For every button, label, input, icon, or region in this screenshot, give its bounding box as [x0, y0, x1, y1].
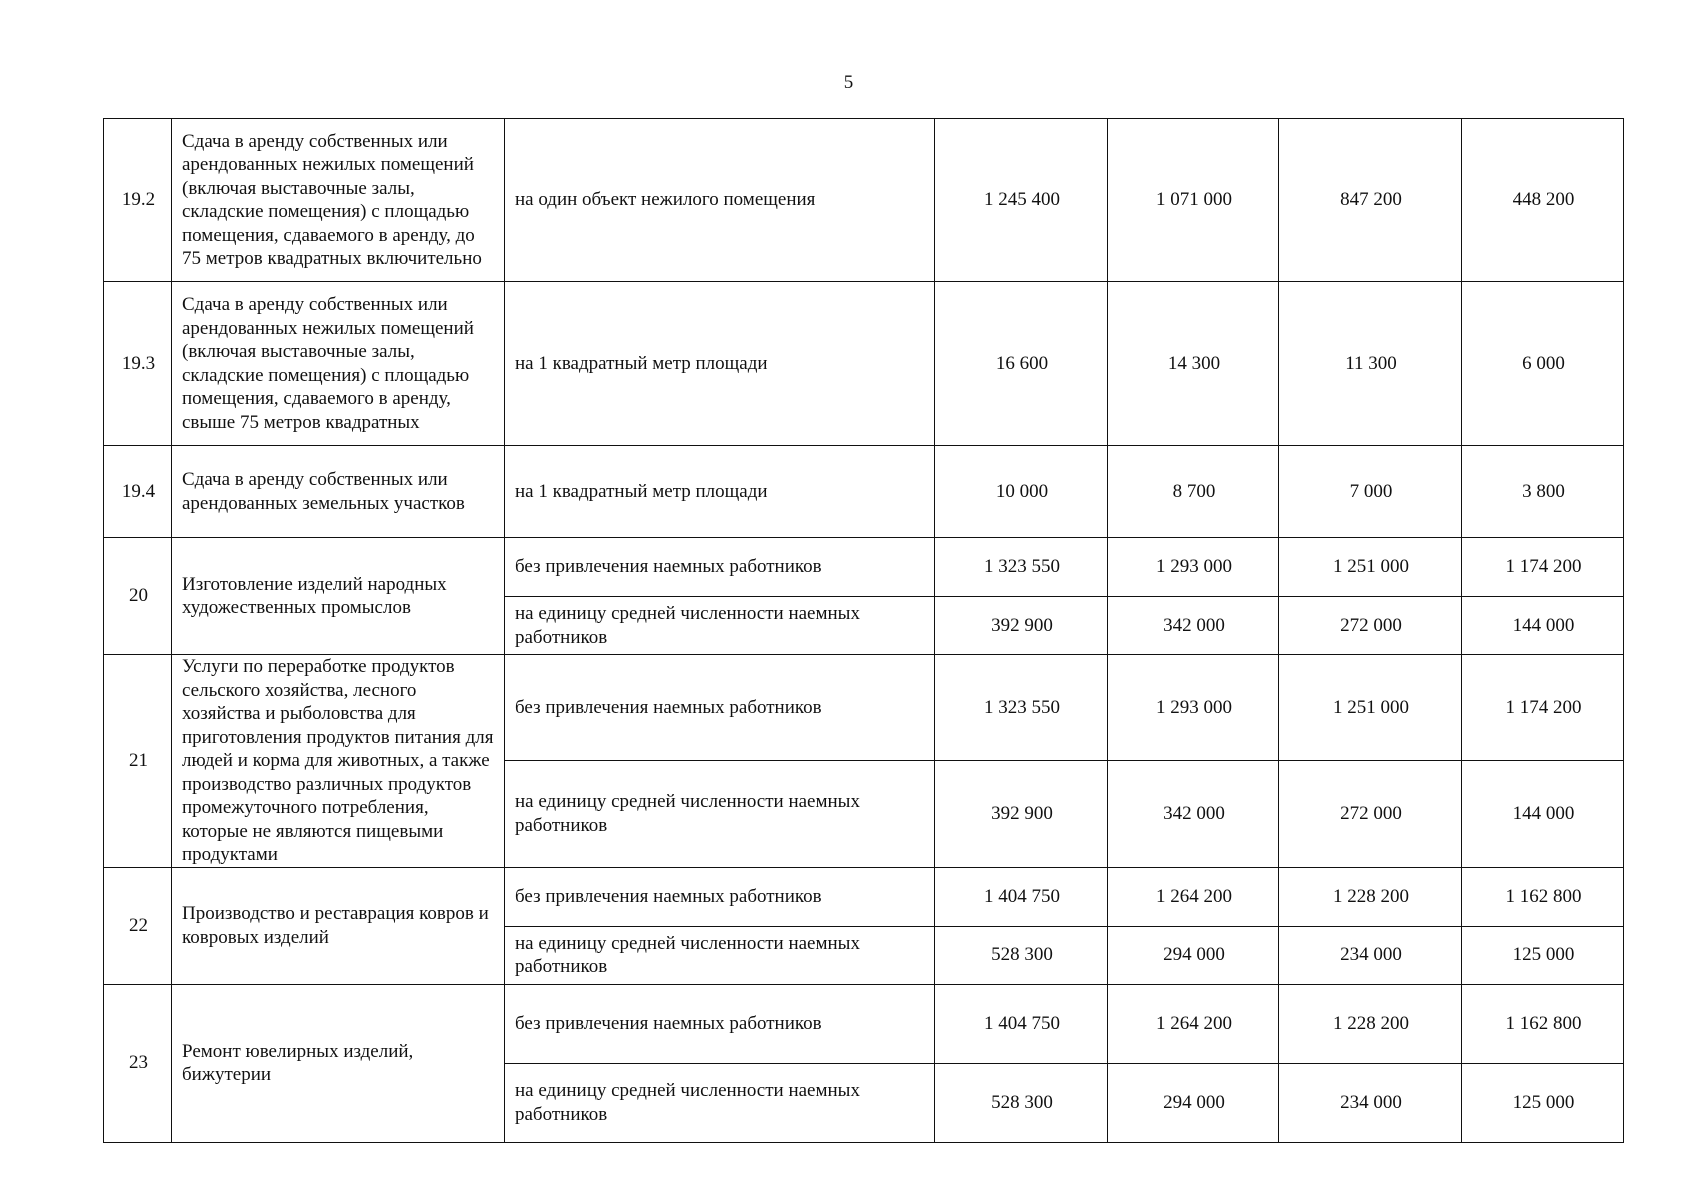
value-cell: 392 900 [935, 597, 1108, 655]
value-cell: 1 251 000 [1279, 655, 1462, 761]
value-cell: 1 174 200 [1462, 538, 1624, 597]
activity-description: Сдача в аренду собственных или арендованных нежилых помещений (включая выставочные залы, складские помещения) с площадью помещения, сдаваемого в аренду, до 75 метров квадратных включительно [172, 119, 505, 282]
value-cell: 272 000 [1279, 761, 1462, 867]
value-cell: 272 000 [1279, 597, 1462, 655]
value-cell: 11 300 [1279, 282, 1462, 446]
value-cell: 1 245 400 [935, 119, 1108, 282]
value-cell: 342 000 [1108, 761, 1279, 867]
value-cell: 1 293 000 [1108, 655, 1279, 761]
value-cell: 7 000 [1279, 446, 1462, 538]
value-cell: 1 228 200 [1279, 984, 1462, 1063]
value-cell: 1 174 200 [1462, 655, 1624, 761]
table-row [104, 282, 1624, 446]
page-number: 5 [843, 72, 854, 93]
table-row [104, 119, 1624, 282]
value-cell: 448 200 [1462, 119, 1624, 282]
value-cell: 1 404 750 [935, 867, 1108, 926]
unit-description: без привлечения наемных работников [505, 538, 935, 597]
unit-description: на единицу средней численности наемных работников [505, 1063, 935, 1142]
value-cell: 1 264 200 [1108, 867, 1279, 926]
row-number: 19.3 [104, 282, 172, 446]
value-cell: 10 000 [935, 446, 1108, 538]
row-number: 21 [104, 655, 172, 868]
value-cell: 1 264 200 [1108, 984, 1279, 1063]
value-cell: 1 404 750 [935, 984, 1108, 1063]
tax-rates-table [103, 118, 1624, 1143]
unit-description: без привлечения наемных работников [505, 655, 935, 761]
activity-description: Ремонт ювелирных изделий, бижутерии [172, 984, 505, 1142]
value-cell: 1 323 550 [935, 655, 1108, 761]
value-cell: 1 251 000 [1279, 538, 1462, 597]
unit-description: на единицу средней численности наемных работников [505, 926, 935, 984]
value-cell: 392 900 [935, 761, 1108, 867]
table-row [104, 655, 1624, 761]
unit-description: на единицу средней численности наемных работников [505, 597, 935, 655]
value-cell: 125 000 [1462, 1063, 1624, 1142]
value-cell: 294 000 [1108, 926, 1279, 984]
value-cell: 1 323 550 [935, 538, 1108, 597]
value-cell: 1 071 000 [1108, 119, 1279, 282]
value-cell: 234 000 [1279, 1063, 1462, 1142]
table-row [104, 867, 1624, 926]
unit-description: на 1 квадратный метр площади [505, 446, 935, 538]
value-cell: 1 293 000 [1108, 538, 1279, 597]
value-cell: 528 300 [935, 926, 1108, 984]
table-row [104, 446, 1624, 538]
value-cell: 16 600 [935, 282, 1108, 446]
activity-description: Производство и реставрация ковров и ковровых изделий [172, 867, 505, 984]
value-cell: 1 162 800 [1462, 867, 1624, 926]
value-cell: 528 300 [935, 1063, 1108, 1142]
activity-description: Сдача в аренду собственных или арендованных нежилых помещений (включая выставочные залы, складские помещения) с площадью помещения, сдаваемого в аренду, свыше 75 метров квадратных [172, 282, 505, 446]
value-cell: 234 000 [1279, 926, 1462, 984]
unit-description: без привлечения наемных работников [505, 984, 935, 1063]
row-number: 23 [104, 984, 172, 1142]
unit-description: на один объект нежилого помещения [505, 119, 935, 282]
activity-description: Изготовление изделий народных художественных промыслов [172, 538, 505, 655]
value-cell: 6 000 [1462, 282, 1624, 446]
value-cell: 14 300 [1108, 282, 1279, 446]
value-cell: 847 200 [1279, 119, 1462, 282]
activity-description: Услуги по переработке продуктов сельского хозяйства, лесного хозяйства и рыболовства для приготовления продуктов питания для людей и корма для животных, а также производство различных продуктов промежуточного потребления, которые не являются пищевыми продуктами [172, 655, 505, 868]
unit-description: на 1 квадратный метр площади [505, 282, 935, 446]
table-row [104, 538, 1624, 597]
row-number: 19.2 [104, 119, 172, 282]
value-cell: 144 000 [1462, 597, 1624, 655]
value-cell: 294 000 [1108, 1063, 1279, 1142]
value-cell: 144 000 [1462, 761, 1624, 867]
unit-description: без привлечения наемных работников [505, 867, 935, 926]
value-cell: 1 162 800 [1462, 984, 1624, 1063]
activity-description: Сдача в аренду собственных или арендованных земельных участков [172, 446, 505, 538]
value-cell: 125 000 [1462, 926, 1624, 984]
row-number: 19.4 [104, 446, 172, 538]
table-row [104, 984, 1624, 1063]
unit-description: на единицу средней численности наемных работников [505, 761, 935, 867]
value-cell: 342 000 [1108, 597, 1279, 655]
row-number: 22 [104, 867, 172, 984]
value-cell: 1 228 200 [1279, 867, 1462, 926]
row-number: 20 [104, 538, 172, 655]
value-cell: 3 800 [1462, 446, 1624, 538]
value-cell: 8 700 [1108, 446, 1279, 538]
